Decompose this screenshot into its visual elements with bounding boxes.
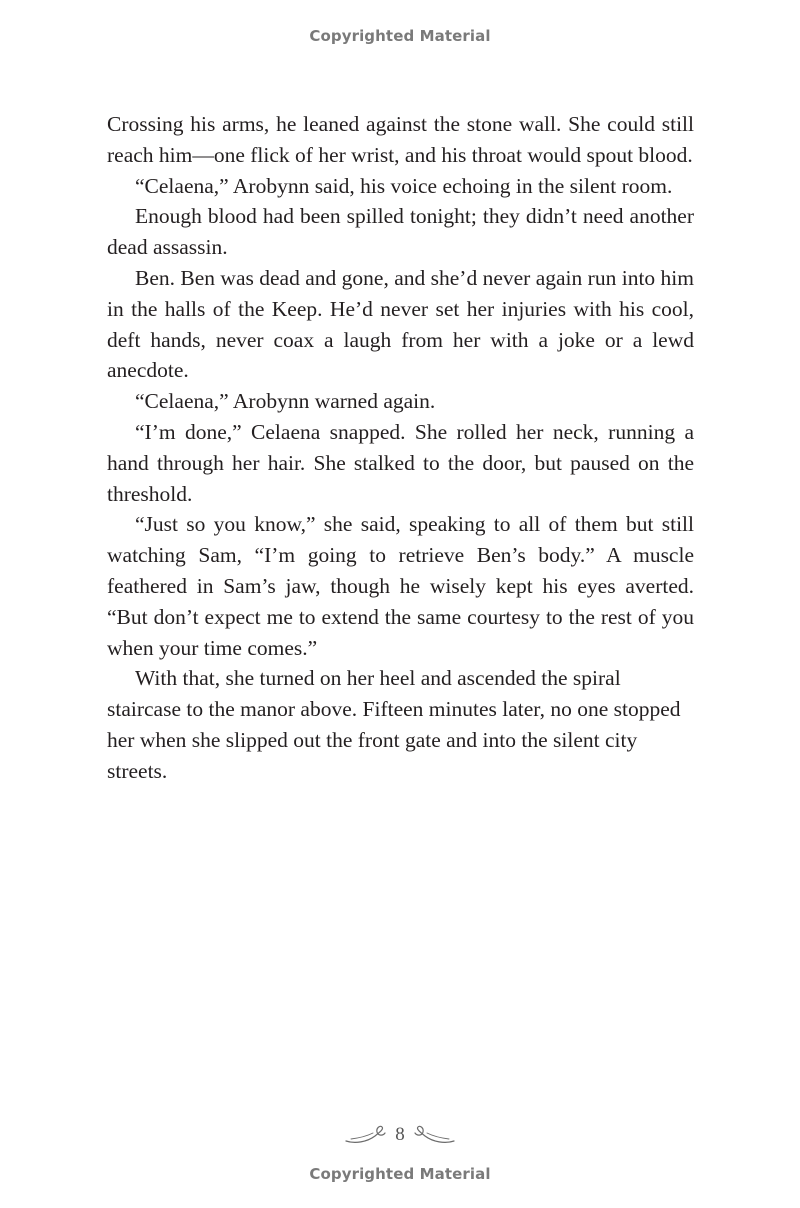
flourish-right-icon xyxy=(413,1124,455,1146)
paragraph: With that, she turned on her heel and ascended the spiral staircase to the manor above. Fifteen minutes later, no one stopped her when she slipped out the front gate and into the silent city streets. xyxy=(107,666,681,783)
paragraph: Ben. Ben was dead and gone, and she’d never again run into him in the halls of the Keep. He’d never set her injuries with his cool, deft hands, never coax a laugh from her with a joke or a lewd anecdote. xyxy=(107,265,694,383)
copyright-watermark-top: Copyrighted Material xyxy=(309,27,491,45)
paragraph: “Just so you know,” she said, speaking to all of them but still watching Sam, “I’m going to retrieve Ben’s body.” A muscle feathered in Sam’s jaw, though he wisely kept his eyes averted. “But don’t expect me to extend the same courtesy to the rest of you when your time comes.” xyxy=(107,512,694,660)
paragraph: “Celaena,” Arobynn said, his voice echoing in the silent room. xyxy=(135,173,673,198)
paragraph: Crossing his arms, he leaned against the stone wall. She could still reach him—one flick of her wrist, and his throat would spout blood. xyxy=(107,112,694,167)
body-text xyxy=(107,109,694,787)
page-folio xyxy=(0,1120,800,1150)
paragraph: Enough blood had been spilled tonight; they didn’t need another dead assassin. xyxy=(107,204,694,260)
page-number: 8 xyxy=(395,1124,405,1145)
flourish-left-icon xyxy=(345,1124,387,1146)
copyright-watermark-bottom: Copyrighted Material xyxy=(309,1165,491,1183)
paragraph: “Celaena,” Arobynn warned again. xyxy=(135,389,436,414)
paragraph: “I’m done,” Celaena snapped. She rolled her neck, running a hand through her hair. She stalked to the door, but paused on the threshold. xyxy=(107,419,694,506)
